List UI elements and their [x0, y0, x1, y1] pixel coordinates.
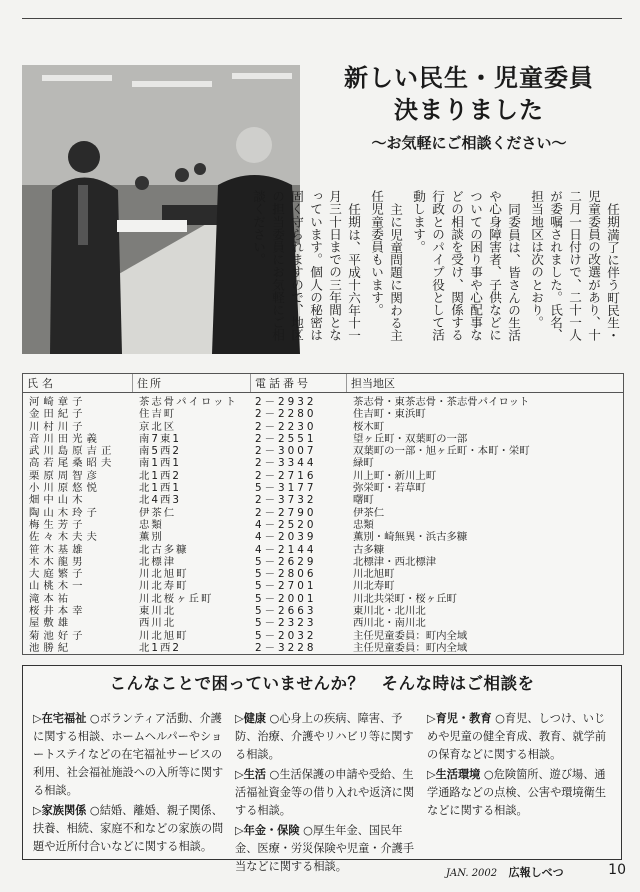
- cell-address: 北古多糠: [139, 543, 189, 556]
- cell-name: 陶山木玲子: [29, 506, 101, 519]
- cell-phone: 2－3228: [255, 641, 317, 654]
- cell-district: 西川北・南川北: [353, 617, 426, 630]
- consult-label: 育児・教育: [435, 712, 492, 725]
- table-row: [23, 445, 623, 457]
- cell-name: 滝本祐: [29, 592, 73, 605]
- cell-name: 河崎章子: [29, 396, 87, 408]
- cell-name: 小川原悠悦: [29, 482, 101, 495]
- consult-text: 危険箇所、遊び場、通学通路などの点検、公害や環境衛生などに関する相談。: [427, 768, 607, 817]
- cell-name: 大庭繁子: [29, 568, 87, 581]
- consult-text: 心身上の疾病、障害、予防、治療、介護やリハビリ等に関する相談。: [235, 712, 414, 761]
- cell-district: 曙町: [353, 494, 374, 507]
- cell-name: 栗原周智彦: [29, 469, 101, 482]
- cell-address: 伊茶仁: [139, 506, 177, 519]
- cell-name: 池勝紀: [29, 641, 73, 654]
- table-row: [23, 556, 623, 568]
- cell-district: 双葉町の一部・旭ヶ丘町・本町・栄町: [353, 445, 530, 458]
- header-district: 担当地区: [351, 377, 395, 390]
- cell-phone: 5－2629: [255, 555, 317, 568]
- consult-label: 在宅福祉: [41, 712, 87, 725]
- consult-text: 結婚、離婚、親子関係、扶養、相続、家庭不和などの家族の問題や近所付合いなどに関する相談。: [33, 804, 224, 853]
- cell-name: 武川島原吉正: [29, 445, 116, 458]
- table-row: [23, 580, 623, 592]
- cell-phone: 2－3344: [255, 457, 317, 470]
- table-row: [23, 433, 623, 445]
- header-name: 氏名: [23, 374, 133, 392]
- headline-title-line2: 決まりました: [394, 95, 544, 124]
- table-row: [23, 605, 623, 617]
- cell-address: 東川北: [139, 605, 177, 618]
- cell-phone: 2－3732: [255, 494, 317, 507]
- cell-address: 薫別: [139, 531, 164, 544]
- article-paragraph: 任期は、平成十六年十一月三十日までの三年間となっています。個人の秘密は固く守られますので、地区の担当委員にお気軽にご相談ください。: [251, 190, 361, 342]
- cell-address: 忠類: [139, 518, 164, 531]
- cell-phone: 2－2551: [255, 432, 317, 445]
- cell-phone: 2－3007: [255, 445, 317, 458]
- cell-district: 川北旭町: [353, 568, 395, 581]
- cell-address: 川北寿町: [139, 580, 189, 593]
- publication-name: 広報しべつ: [508, 866, 564, 879]
- cell-district: 伊茶仁: [353, 506, 385, 519]
- cell-address: 北1西1: [139, 482, 182, 495]
- cell-address: 南5西2: [139, 445, 182, 458]
- consult-label: 年金・保険: [243, 824, 300, 837]
- headline-subtitle: ～お気軽にご相談ください～: [371, 134, 567, 152]
- cell-address: 西川北: [139, 617, 177, 630]
- cell-address: 川北旭町: [139, 568, 189, 581]
- cell-phone: 4－2039: [255, 531, 317, 544]
- page-footer: [446, 864, 626, 880]
- table-row: [23, 593, 623, 605]
- issue-date: JAN. 2002: [446, 868, 498, 879]
- cell-district: 主任児童委員：町内全域: [353, 629, 468, 642]
- consult-label: 生活: [243, 768, 266, 781]
- top-rule: [22, 18, 622, 19]
- consult-item: ▷年金・保険 ○厚生年金、国民年金、医療・労災保険や児童・介護手当などに関する相談。: [235, 824, 415, 873]
- cell-name: 川村川子: [29, 420, 87, 433]
- table-row: [23, 396, 623, 408]
- article-paragraph: 同委員は、皆さんの生活や心身障害者、子供などについての困り事や心配事などの相談を受け、関係する行政とのパイプ役として活動します。: [411, 190, 521, 342]
- article-body: [251, 190, 622, 352]
- table-row: [23, 421, 623, 433]
- cell-address: 茶志骨パイロット: [139, 396, 238, 408]
- cell-address: 川北桜ヶ丘町: [139, 592, 214, 605]
- cell-name: 桜井本幸: [29, 605, 87, 618]
- cell-district: 北標津・西北標津: [353, 555, 437, 568]
- consult-text: ボランティア活動、介護に関する相談、ホームヘルパーやショートステイなどの在宅福祉サービスの利用、社会福祉施設への入所等に関する相談。: [33, 712, 224, 797]
- consult-text: 育児、しつけ、いじめや児童の健全育成、教育、就学前の保育などに関する相談。: [427, 712, 607, 761]
- cell-district: 古多糠: [353, 543, 385, 556]
- cell-phone: 2－2932: [255, 396, 317, 408]
- cell-phone: 4－2144: [255, 543, 317, 556]
- consult-label: 健康: [243, 712, 266, 725]
- cell-name: 木木龍男: [29, 555, 87, 568]
- cell-district: 忠類: [353, 518, 374, 531]
- cell-phone: 5－2323: [255, 617, 317, 630]
- cell-address: 南7東1: [139, 432, 182, 445]
- cell-address: 南1西1: [139, 457, 182, 470]
- consult-column-middle: [235, 710, 421, 878]
- page-number: 10: [608, 862, 626, 878]
- consult-item: ▷育児・教育 ○育児、しつけ、いじめや児童の健全育成、教育、就学前の保育などに関する相談。: [427, 712, 607, 761]
- consult-item: ▷生活 ○生活保護の申請や受給、生活福祉資金等の借り入れや返済に関する相談。: [235, 768, 415, 817]
- cell-district: 住吉町・東浜町: [353, 408, 426, 421]
- cell-name: 高若尾桑昭夫: [29, 457, 116, 470]
- cell-district: 川上町・新川上町: [353, 469, 437, 482]
- cell-address: 川北旭町: [139, 629, 189, 642]
- cell-phone: 5－3177: [255, 482, 317, 495]
- cell-phone: 2－2280: [255, 408, 317, 421]
- cell-district: 東川北・北川北: [353, 605, 426, 618]
- header-address: 住所: [133, 374, 251, 392]
- table-row: [23, 630, 623, 642]
- table-row: [23, 482, 623, 494]
- table-row: [23, 470, 623, 482]
- consult-text: 生活保護の申請や受給、生活福祉資金等の借り入れや返済に関する相談。: [235, 768, 415, 817]
- table-body: [23, 393, 623, 654]
- cell-phone: 2－2716: [255, 469, 317, 482]
- cell-phone: 2－2790: [255, 506, 317, 519]
- cell-phone: 5－2806: [255, 568, 317, 581]
- consult-label: 家族関係: [41, 804, 87, 817]
- cell-phone: 5－2001: [255, 592, 317, 605]
- cell-name: 音川田光義: [29, 432, 101, 445]
- cell-name: 佐々木夫夫: [29, 531, 101, 544]
- cell-name: 山桃木一: [29, 580, 87, 593]
- consult-column-left: [33, 710, 229, 858]
- cell-phone: 5－2663: [255, 605, 317, 618]
- consult-text: 厚生年金、国民年金、医療・労災保険や児童・介護手当などに関する相談。: [235, 824, 415, 873]
- cell-district: 弥栄町・若草町: [353, 482, 426, 495]
- cell-phone: 5－2032: [255, 629, 317, 642]
- article-paragraph: 主に児童問題に関わる主任児童委員もいます。: [369, 190, 403, 342]
- cell-district: 桜木町: [353, 420, 385, 433]
- cell-name: 畑中山木: [29, 494, 87, 507]
- cell-district: 薫別・崎無異・浜古多糠: [353, 531, 468, 544]
- cell-phone: 2－2230: [255, 420, 317, 433]
- consult-item: ▷在宅福祉 ○ボランティア活動、介護に関する相談、ホームヘルパーやショートステイなどの在宅福祉サービスの利用、社会福祉施設への入所等に関する相談。: [33, 712, 224, 797]
- article-paragraph: 任期満了に伴う町民生・児童委員の改選があり、十二月一日付けで、二十一人が委嘱されました。氏名、担当地区は次のとおり。: [529, 190, 620, 342]
- table-row: [23, 494, 623, 506]
- consult-item: ▷健康 ○心身上の疾病、障害、予防、治療、介護やリハビリ等に関する相談。: [235, 712, 414, 761]
- cell-district: 川北寿町: [353, 580, 395, 593]
- table-row: [23, 531, 623, 543]
- cell-name: 金田紀子: [29, 408, 87, 421]
- cell-name: 梅生芳子: [29, 518, 87, 531]
- consult-column-right: [427, 710, 613, 822]
- cell-name: 笹木基雄: [29, 543, 87, 556]
- cell-address: 住吉町: [139, 408, 177, 421]
- consult-item: ▷家族関係 ○結婚、離婚、親子関係、扶養、相続、家庭不和などの家族の問題や近所付合いなどに関する相談。: [33, 804, 224, 853]
- consultation-heading: こんなことで困っていませんか？ そんな時はご相談を: [109, 674, 535, 693]
- cell-name: 屋敷雄: [29, 617, 73, 630]
- cell-district: 望ヶ丘町・双葉町の一部: [353, 432, 468, 445]
- cell-district: 主任児童委員：町内全域: [353, 641, 468, 654]
- cell-address: 北標津: [139, 555, 177, 568]
- table-row: [23, 507, 623, 519]
- table-header: [23, 374, 623, 393]
- cell-phone: 5－2701: [255, 580, 317, 593]
- cell-address: 北4西3: [139, 494, 182, 507]
- cell-address: 北1西2: [139, 469, 182, 482]
- table-row: [23, 457, 623, 469]
- table-row: [23, 617, 623, 629]
- table-row: [23, 642, 623, 654]
- header-phone: 電話番号: [251, 374, 347, 392]
- table-row: [23, 519, 623, 531]
- headline: [316, 62, 622, 153]
- cell-district: 緑町: [353, 457, 374, 470]
- cell-district: 川北共栄町・桜ヶ丘町: [353, 592, 457, 605]
- table-row: [23, 568, 623, 580]
- headline-title-line1: 新しい民生・児童委員: [344, 63, 594, 92]
- table-row: [23, 544, 623, 556]
- consult-item: ▷生活環境 ○危険箇所、遊び場、通学通路などの点検、公害や環境衛生などに関する相談。: [427, 768, 607, 817]
- cell-district: 茶志骨・東茶志骨・茶志骨パイロット: [353, 396, 530, 408]
- consult-label: 生活環境: [435, 768, 481, 781]
- committee-table: [22, 373, 624, 655]
- cell-name: 菊池好子: [29, 629, 87, 642]
- cell-address: 北1西2: [139, 641, 182, 654]
- cell-phone: 4－2520: [255, 518, 317, 531]
- table-row: [23, 408, 623, 420]
- cell-address: 京北区: [139, 420, 177, 433]
